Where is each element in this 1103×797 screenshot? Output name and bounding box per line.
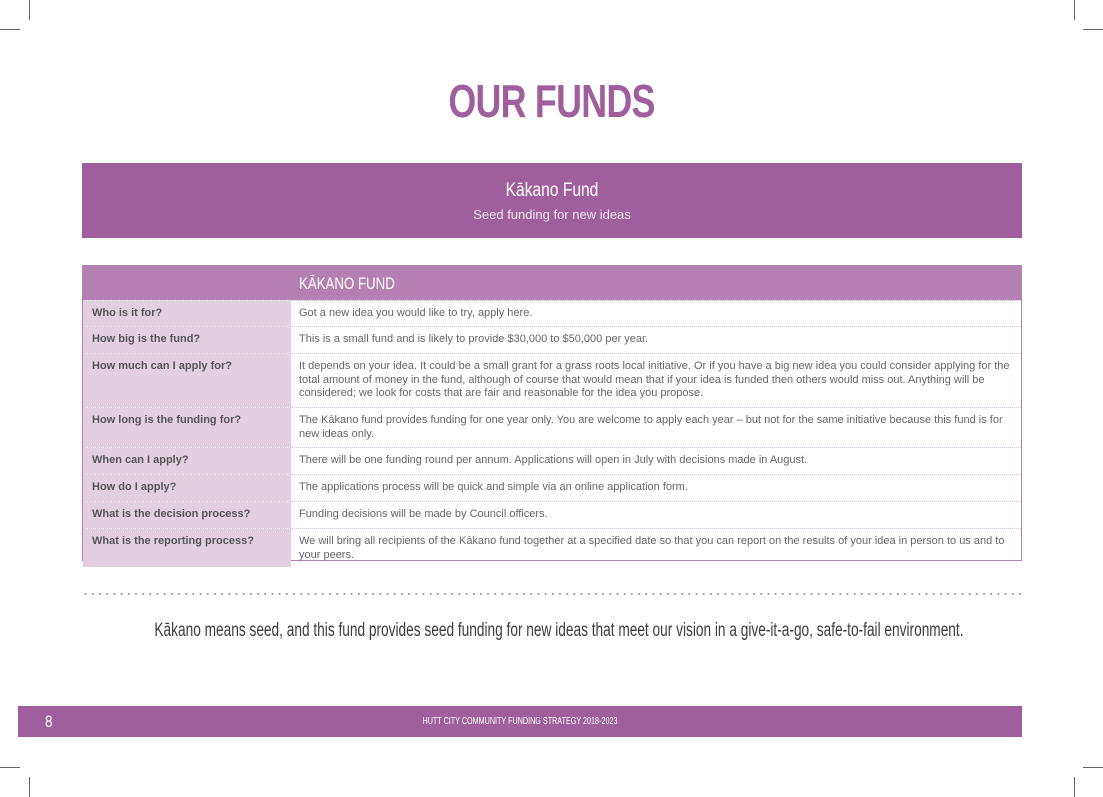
crop-mark [0, 29, 20, 30]
crop-mark [1074, 777, 1075, 797]
question-cell: Who is it for? [83, 301, 291, 326]
crop-mark [1074, 0, 1075, 20]
crop-mark [1083, 29, 1103, 30]
footer-bar [18, 706, 1022, 737]
table-row [83, 326, 1021, 353]
table-row [83, 447, 1021, 474]
question-cell: How long is the funding for? [83, 408, 291, 447]
question-cell: What is the reporting process? [83, 529, 291, 567]
table-header [83, 266, 1021, 300]
answer-cell: The applications process will be quick and simple via an online application form. [299, 481, 688, 493]
crop-mark [0, 767, 20, 768]
table-row [83, 528, 1021, 567]
question-cell: How much can I apply for? [83, 354, 291, 407]
page-number: 8 [45, 712, 53, 731]
question-cell: When can I apply? [83, 448, 291, 474]
crop-mark [29, 777, 30, 797]
answer-cell: Got a new idea you would like to try, apply here. [299, 307, 533, 319]
table-row [83, 501, 1021, 528]
table-row [83, 300, 1021, 326]
question-cell: What is the decision process? [83, 502, 291, 528]
answer-cell: We will bring all recipients of the Kākano fund together at a specified date so that you can report on the results of your idea in person to us and to your peers. [299, 535, 1005, 561]
answer-cell: There will be one funding round per annum. Applications will open in July with decisions made in August. [299, 454, 808, 466]
table-header-label: KĀKANO FUND [299, 274, 395, 293]
fund-table [82, 265, 1022, 561]
fund-banner [82, 163, 1022, 238]
question-cell: How big is the fund? [83, 327, 291, 353]
footer-text: HUTT CITY COMMUNITY FUNDING STRATEGY 2018-2023 [422, 716, 618, 727]
table-row [83, 407, 1021, 447]
banner-title: Kākano Fund [505, 180, 599, 201]
table-row [83, 474, 1021, 501]
tagline: Kākano means seed, and this fund provides seed funding for new ideas that meet our vision in a give-it-a-go, safe-to-fail environment. [154, 620, 964, 641]
answer-cell: Funding decisions will be made by Council officers. [299, 508, 548, 520]
question-cell: How do I apply? [83, 475, 291, 501]
crop-mark [1083, 767, 1103, 768]
answer-cell: It depends on your idea. It could be a small grant for a grass roots local initiative. Or if you have a big new idea you could consider applying for the total amount of money in the fund, although of course that would mean that if your idea is funded then others would miss out. Anything will be considered; we look for costs that are fair and reasonable for the idea you propose. [299, 360, 1010, 399]
page-title: OUR FUNDS [448, 75, 655, 127]
banner-subtitle: Seed funding for new ideas [473, 207, 631, 222]
table-row [83, 353, 1021, 407]
answer-cell: This is a small fund and is likely to provide $30,000 to $50,000 per year. [299, 333, 649, 345]
dotted-divider [82, 593, 1022, 595]
answer-cell: The Kākano fund provides funding for one year only. You are welcome to apply each year – but not for the same initiative because this fund is for new ideas only. [299, 414, 1003, 440]
crop-mark [29, 0, 30, 20]
